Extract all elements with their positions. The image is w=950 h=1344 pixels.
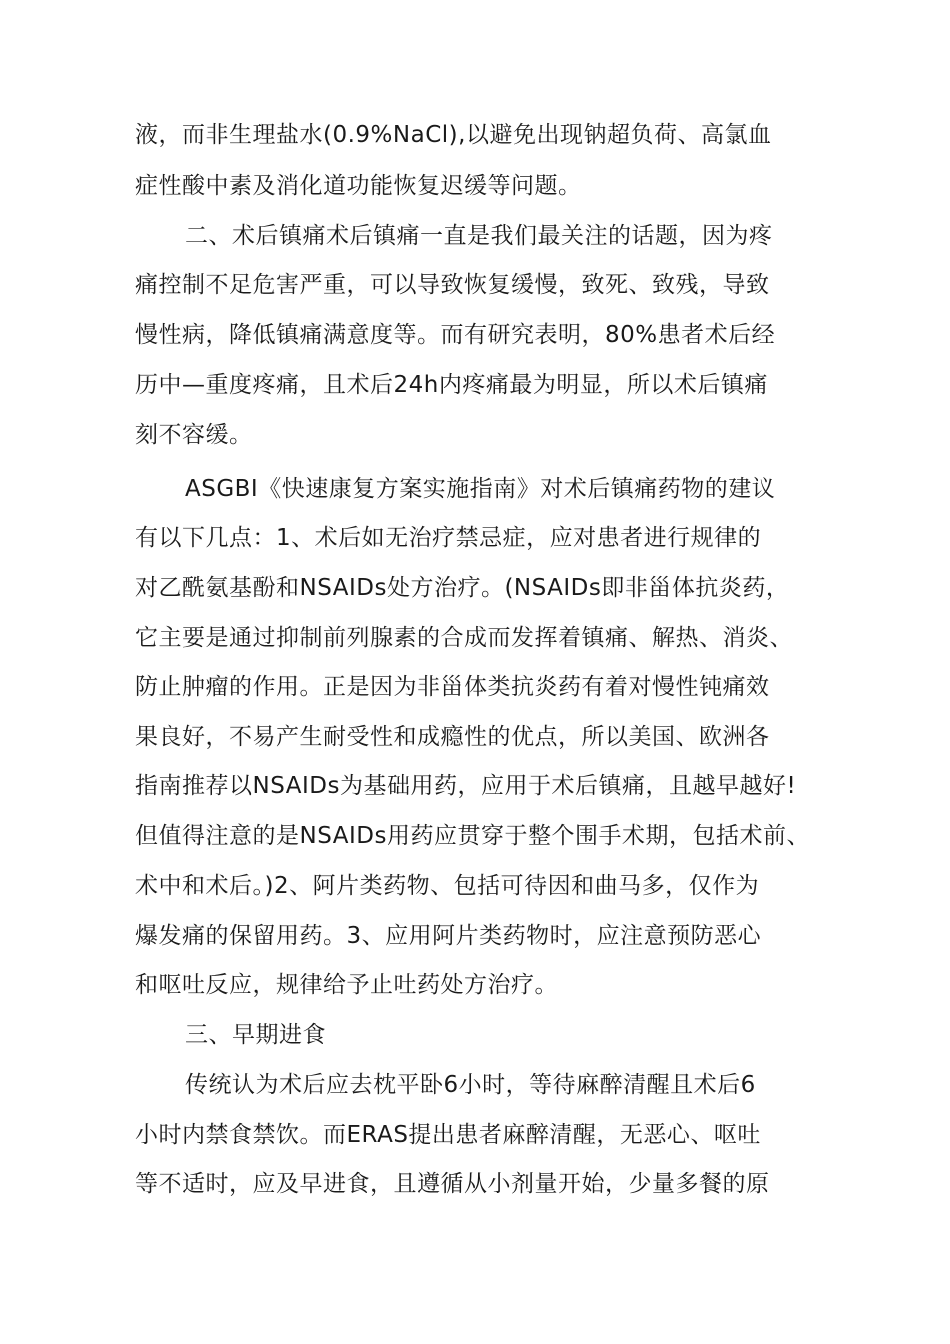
text-line-10: 对乙酰氨基酚和NSAIDs处方治疗。(NSAIDs即非甾体抗炎药， [135,575,790,601]
text-line-5: 慢性病，降低镇痛满意度等。而有研究表明，80%患者术后经 [135,322,776,348]
text-line-1: 液，而非生理盐水(0.9%NaCl),以避免出现钠超负荷、高氯血 [135,122,772,148]
text-line-7: 刻不容缓。 [135,422,253,448]
section-three-heading: 三、早期进食 [185,1022,326,1048]
text-line-17: 爆发痛的保留用药。3、应用阿片类药物时，应注意预防恶心 [135,923,762,949]
early-feeding-paragraph-line: 传统认为术后应去枕平卧6小时，等待麻醉清醒且术后6 [185,1072,756,1098]
text-line-4: 痛控制不足危害严重，可以导致恢复缓慢，致死、致残，导致 [135,272,770,298]
text-line-9: 有以下几点：1、术后如无治疗禁忌症，应对患者进行规律的 [135,525,762,551]
text-line-13: 果良好，不易产生耐受性和成瘾性的优点，所以美国、欧洲各 [135,724,770,750]
text-line-11: 它主要是通过抑制前列腺素的合成而发挥着镇痛、解热、消炎、 [135,625,793,651]
text-line-14: 指南推荐以NSAIDs为基础用药，应用于术后镇痛，且越早越好! [135,773,797,799]
asgbi-paragraph-line: ASGBI《快速康复方案实施指南》对术后镇痛药物的建议 [185,476,776,502]
text-line-15: 但值得注意的是NSAIDs用药应贯穿于整个围手术期，包括术前、 [135,823,810,849]
text-line-21: 小时内禁食禁饮。而ERAS提出患者麻醉清醒，无恶心、呕吐 [135,1122,761,1148]
text-line-16: 术中和术后。)2、阿片类药物、包括可待因和曲马多，仅作为 [135,873,760,899]
text-line-2: 症性酸中素及消化道功能恢复迟缓等问题。 [135,173,582,199]
text-line-18: 和呕吐反应，规律给予止吐药处方治疗。 [135,972,558,998]
text-line-6: 历中—重度疼痛，且术后24h内疼痛最为明显，所以术后镇痛 [135,372,768,398]
text-line-12: 防止肿瘤的作用。正是因为非甾体类抗炎药有着对慢性钝痛效 [135,674,770,700]
text-line-22: 等不适时，应及早进食，且遵循从小剂量开始，少量多餐的原 [135,1171,770,1197]
section-two-heading-line: 二、术后镇痛术后镇痛一直是我们最关注的话题，因为疼 [185,223,773,249]
